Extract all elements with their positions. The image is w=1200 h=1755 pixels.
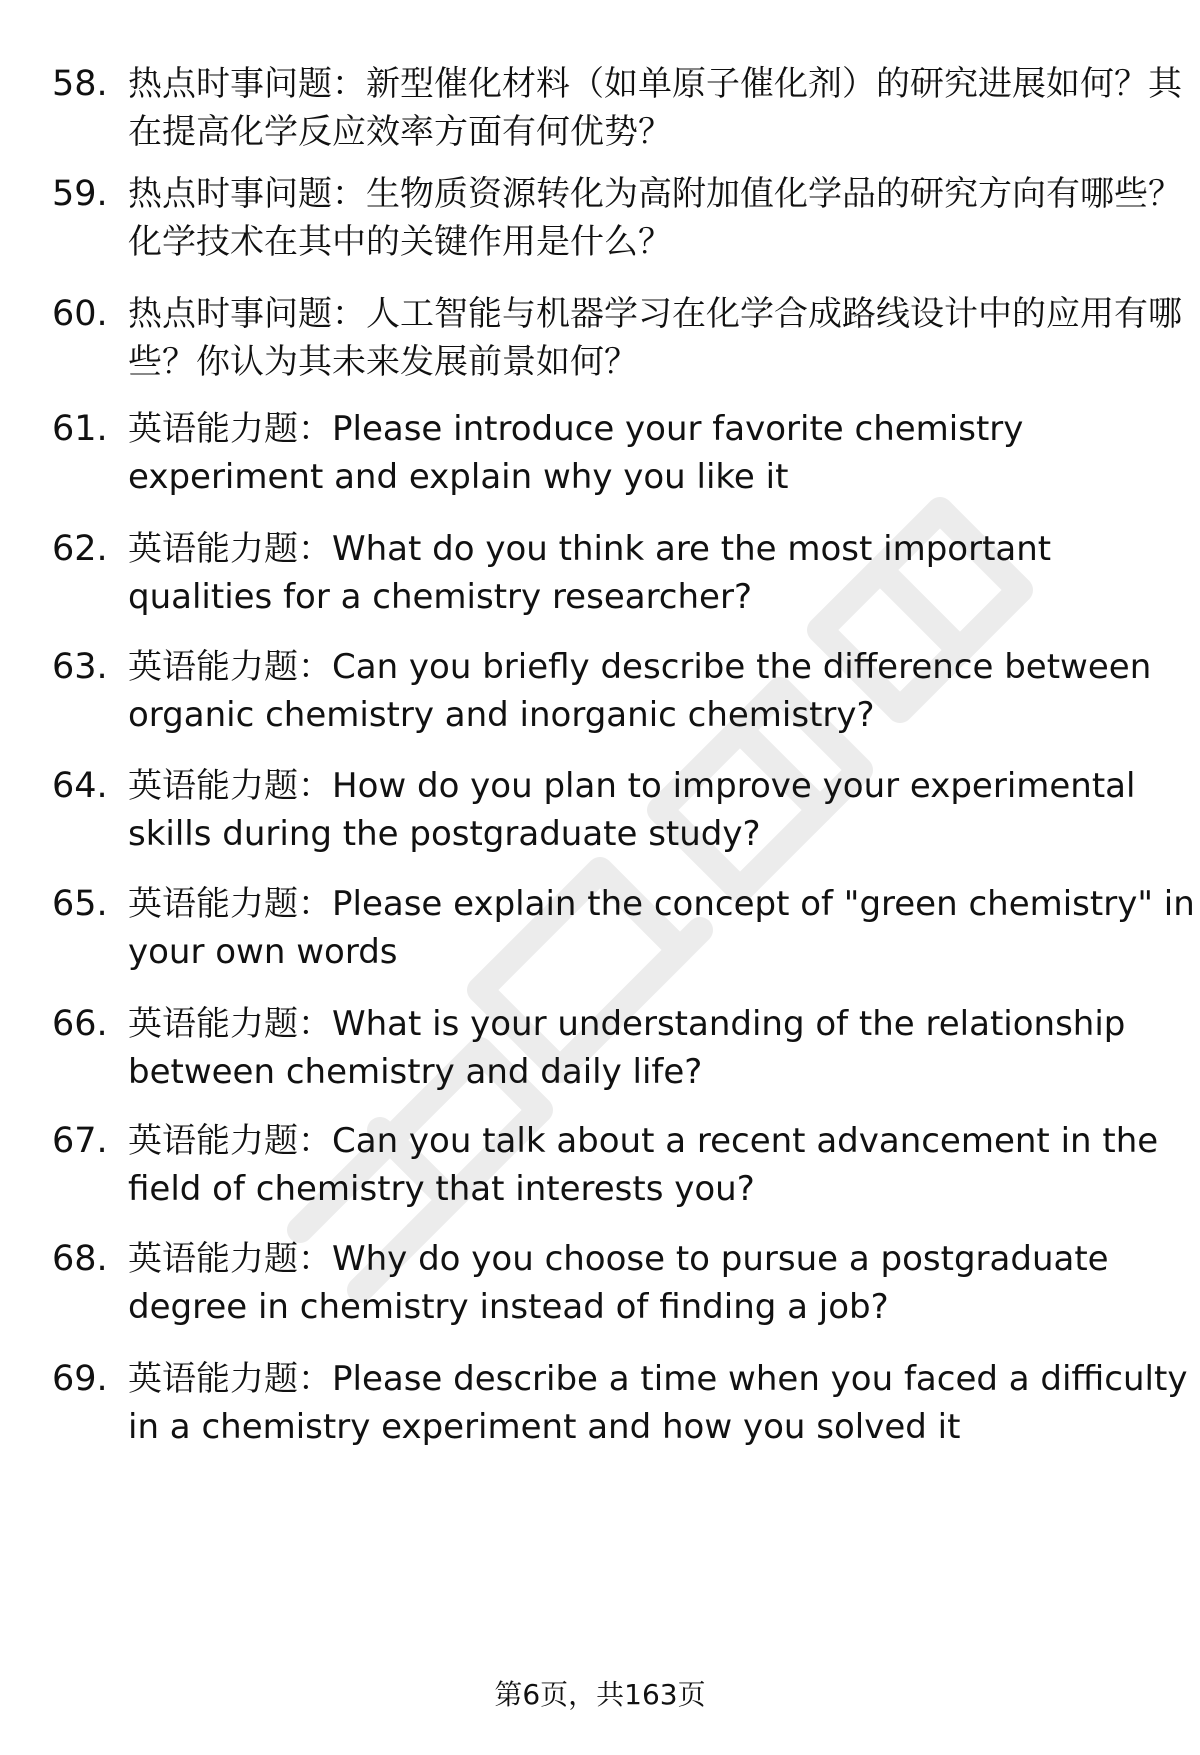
question-text: 英语能力题：How do you plan to improve your experimental skills during the postgraduate study? [128, 766, 1136, 854]
question-text: 英语能力题：What do you think are the most important qualities for a chemistry researcher? [128, 529, 1052, 617]
question-number: 64. [52, 766, 108, 806]
question-number: 65. [52, 884, 108, 924]
question-number: 61. [52, 409, 108, 449]
question-number: 63. [52, 647, 108, 687]
question-text: 热点时事问题：人工智能与机器学习在化学合成路线设计中的应用有哪些？你认为其未来发展前景如何？ [128, 294, 1182, 382]
question-text: 英语能力题：Please explain the concept of "green chemistry" in your own words [128, 884, 1195, 972]
question-text: 热点时事问题：生物质资源转化为高附加值化学品的研究方向有哪些？化学技术在其中的关键作用是什么？ [128, 174, 1182, 262]
question-number: 66. [52, 1004, 108, 1044]
question-number: 69. [52, 1359, 108, 1399]
question-number: 68. [52, 1239, 108, 1279]
question-text: 英语能力题：Can you briefly describe the difference between organic chemistry and inorganic chemistry? [128, 647, 1152, 735]
question-text: 英语能力题：Can you talk about a recent advancement in the field of chemistry that interests you? [128, 1121, 1159, 1209]
question-number: 58. [52, 64, 108, 104]
question-text: 英语能力题：Please describe a time when you faced a difficulty in a chemistry experiment and how you solved it [128, 1359, 1188, 1447]
question-text: 英语能力题：Why do you choose to pursue a postgraduate degree in chemistry instead of finding a job? [128, 1239, 1109, 1327]
question-text: 热点时事问题：新型催化材料（如单原子催化剂）的研究进展如何？其在提高化学反应效率方面有何优势？ [128, 64, 1182, 152]
question-number: 60. [52, 294, 108, 334]
question-text: 英语能力题：Please introduce your favorite chemistry experiment and explain why you like it [128, 409, 1024, 497]
question-number: 59. [52, 174, 108, 214]
page-number: 第6页，共163页 [494, 1678, 706, 1711]
question-number: 67. [52, 1121, 108, 1161]
question-number: 62. [52, 529, 108, 569]
question-text: 英语能力题：What is your understanding of the relationship between chemistry and daily life? [128, 1004, 1126, 1092]
